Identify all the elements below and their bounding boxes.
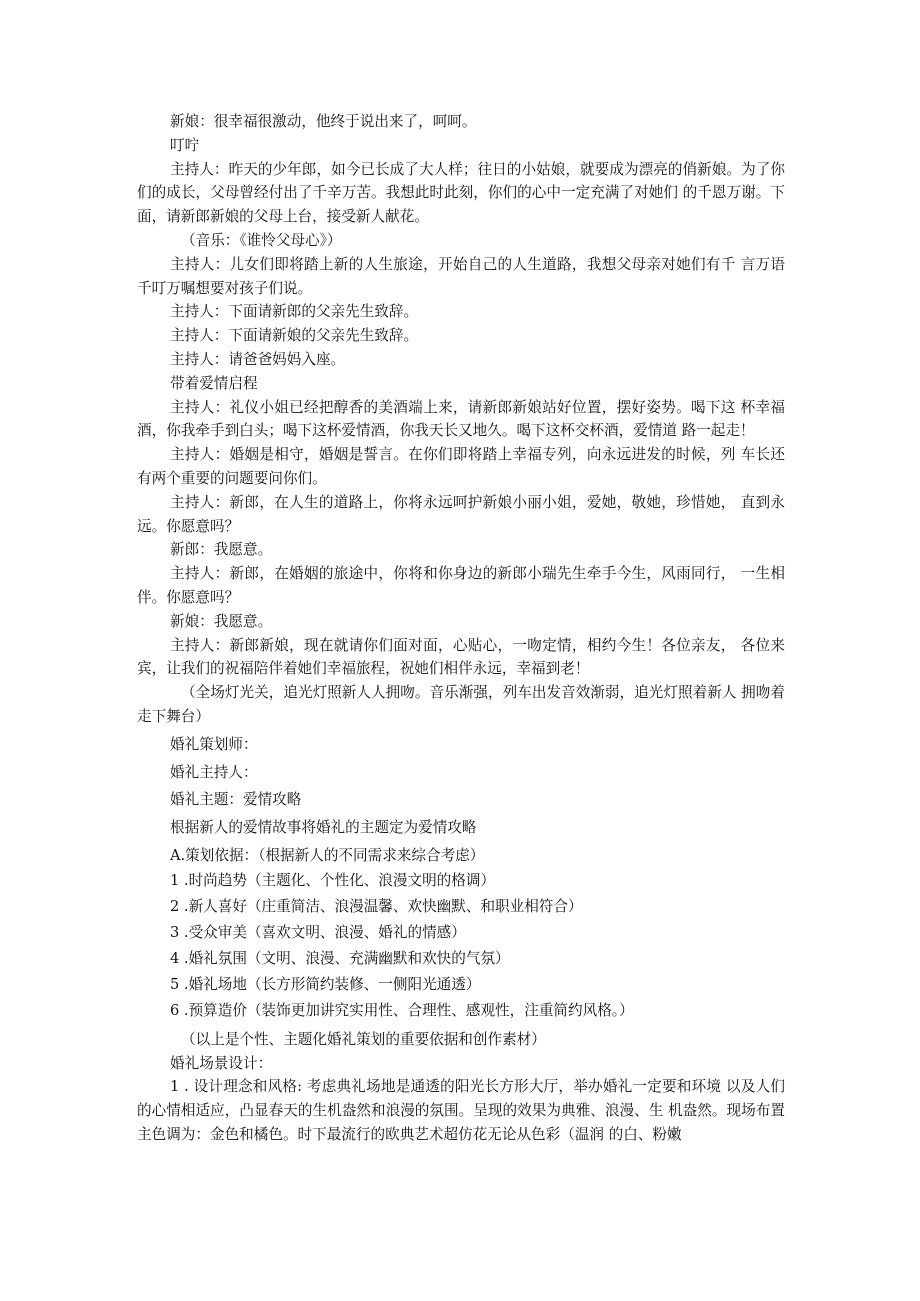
list-item: 4 .婚礼氛围（文明、浪漫、充满幽默和欢快的气氛） [170,949,510,967]
paragraph-design-concept: 1 . 设计理念和风格: 考虑典礼场地是通透的阳光长方形大厅，举办婚礼一定要和环境 以及人们的心情相适应，凸显春天的生机盎然和浪漫的氛围。呈现的效果为典雅、浪漫、生 机盎然。现场布置主色调为：金色和橘色。时下最流行的欧典艺术超仿花无论从色彩（温润 的白、粉嫩 [137,1078,785,1143]
paragraph-bride-answer: 新娘：我愿意。 [170,612,273,630]
paragraph-groom-answer: 新郎：我愿意。 [170,541,273,559]
paragraph-bride-father: 主持人：下面请新娘的父亲先生致辞。 [170,327,419,345]
paragraph-host-name: 婚礼主持人： [170,763,258,781]
section-heading-scene-design: 婚礼场景设计： [170,1054,273,1072]
paragraph-theme-basis: 根据新人的爱情故事将婚礼的主题定为爱情攻略 [170,819,477,837]
paragraph-host-parents: 主持人：昨天的少年郎，如今已长成了大人样；往日的小姑娘，就要成为漂亮的俏新娘。为了你们的成长，父母曾经付出了千辛万苦。我想此时此刻，你们的心中一定充满了对她们 的千恩万谢。下面，请新郎新娘的父母上台，接受新人献花。 [137,160,785,226]
paragraph-music-note: （音乐：《谁怜父母心》） [181,231,342,249]
list-item: 1 .时尚趋势（主题化、个性化、浪漫文明的格调） [170,871,496,889]
paragraph-planner: 婚礼策划师： [170,735,258,753]
list-item: 6 .预算造价（装饰更加讲究实用性、合理性、感观性，注重简约风格。） [170,1001,634,1019]
section-heading-depart: 带着爱情启程 [170,374,258,392]
paragraph-groom-question: 主持人：新郎，在人生的道路上，你将永远呵护新娘小丽小姐，爱她，敬她，珍惜她， 直到永远。你愿意吗？ [137,493,785,535]
paragraph-parents-seated: 主持人：请爸爸妈妈入座。 [170,350,346,368]
paragraph-stage-direction: （全场灯光关，追光灯照新人人拥吻。音乐渐强，列车出发音效渐弱，追光灯照着新人 拥吻着走下舞台） [137,684,785,725]
paragraph-toast: 主持人：礼仪小姐已经把醇香的美酒端上来，请新郎新娘站好位置，摆好姿势。喝下这 杯幸福酒，你我牵手到白头；喝下这杯爱情酒，你我天长又地久。喝下这杯交杯酒，爱情道 路一起走！ [137,398,785,440]
paragraph-theme: 婚礼主题：爱情攻略 [170,791,302,809]
list-item: 2 .新人喜好（庄重简洁、浪漫温馨、欢快幽默、和职业相符合） [170,897,583,915]
list-item: 5 .婚礼场地（长方形简约装修、一侧阳光通透） [170,975,481,993]
list-item: 3 .受众审美（喜欢文明、浪漫、婚礼的情感） [170,923,466,941]
paragraph-basis-note: （以上是个性、主题化婚礼策划的重要依据和创作素材） [181,1030,546,1048]
paragraph-groom-father: 主持人：下面请新郎的父亲先生致辞。 [170,303,419,321]
paragraph-planning-basis: A.策划依据：（根据新人的不同需求来综合考虑） [170,846,485,864]
paragraph-bride-reply: 新娘：很幸福很激动，他终于说出来了，呵呵。 [170,113,477,130]
paragraph-bride-question: 主持人：新郎，在婚姻的旅途中，你将和你身边的新郎小瑞先生牵手今生，风雨同行， 一生相伴。你愿意吗？ [137,565,785,606]
document-body [137,110,785,1147]
paragraph-marriage-vow: 主持人：婚姻是相守，婚姻是誓言。在你们即将踏上幸福专列，向永远进发的时候，列 车长还有两个重要的问题要问你们。 [137,446,785,487]
paragraph-host-journey: 主持人：儿女们即将踏上新的人生旅途，开始自己的人生道路，我想父母亲对她们有千 言万语千叮万嘱想要对孩子们说。 [137,255,785,297]
planning-basis-list [137,868,785,1024]
section-heading-advice: 叮咛 [170,136,200,154]
paragraph-kiss: 主持人：新郎新娘，现在就请你们面对面，心贴心，一吻定情，相约今生！各位亲友， 各位来宾，让我们的祝福陪伴着她们幸福旅程，祝她们相伴永远，幸福到老！ [137,636,785,678]
